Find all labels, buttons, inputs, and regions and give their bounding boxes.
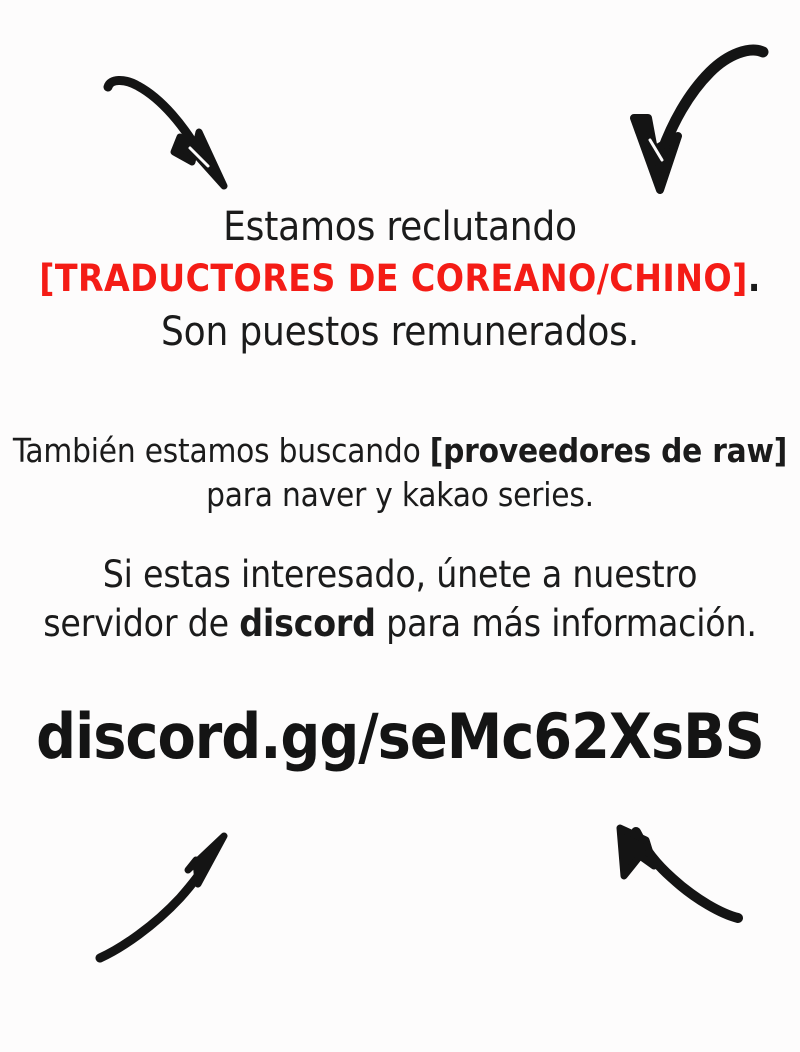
join-block	[0, 553, 800, 645]
join-line-2	[0, 601, 800, 645]
raw-providers-bold: [proveedores de raw]	[429, 431, 788, 470]
join-line-1: Si estas interesado, únete a nuestro	[102, 553, 698, 596]
join-prefix: servidor de	[43, 601, 240, 645]
discord-link-block[interactable]	[0, 700, 800, 773]
discord-word: discord	[239, 601, 376, 645]
bracket-open: [	[39, 257, 55, 300]
arrow-down-left-icon	[600, 44, 770, 209]
raw-providers-line-1	[0, 431, 800, 470]
recruiting-roles-line	[0, 257, 800, 300]
recruiting-line-3: Son puestos remunerados.	[161, 308, 639, 355]
join-suffix: para más información.	[375, 601, 757, 645]
arrow-up-left-icon	[596, 822, 746, 932]
raw-providers-block	[0, 431, 800, 514]
roles-highlight: TRADUCTORES DE COREANO/CHINO	[54, 257, 733, 300]
recruiting-line-1: Estamos reclutando	[223, 204, 577, 250]
recruiting-block	[0, 206, 800, 353]
raw-providers-line-2: para naver y kakao series.	[206, 474, 594, 514]
roles-period: .	[747, 257, 761, 300]
arrow-up-right-icon	[92, 830, 252, 965]
arrow-down-right-icon	[104, 74, 254, 209]
discord-invite-link[interactable]: discord.gg/seMc62XsBS	[36, 700, 764, 773]
bracket-close: ]	[732, 257, 748, 300]
raw-providers-prefix: También estamos buscando	[12, 431, 430, 470]
